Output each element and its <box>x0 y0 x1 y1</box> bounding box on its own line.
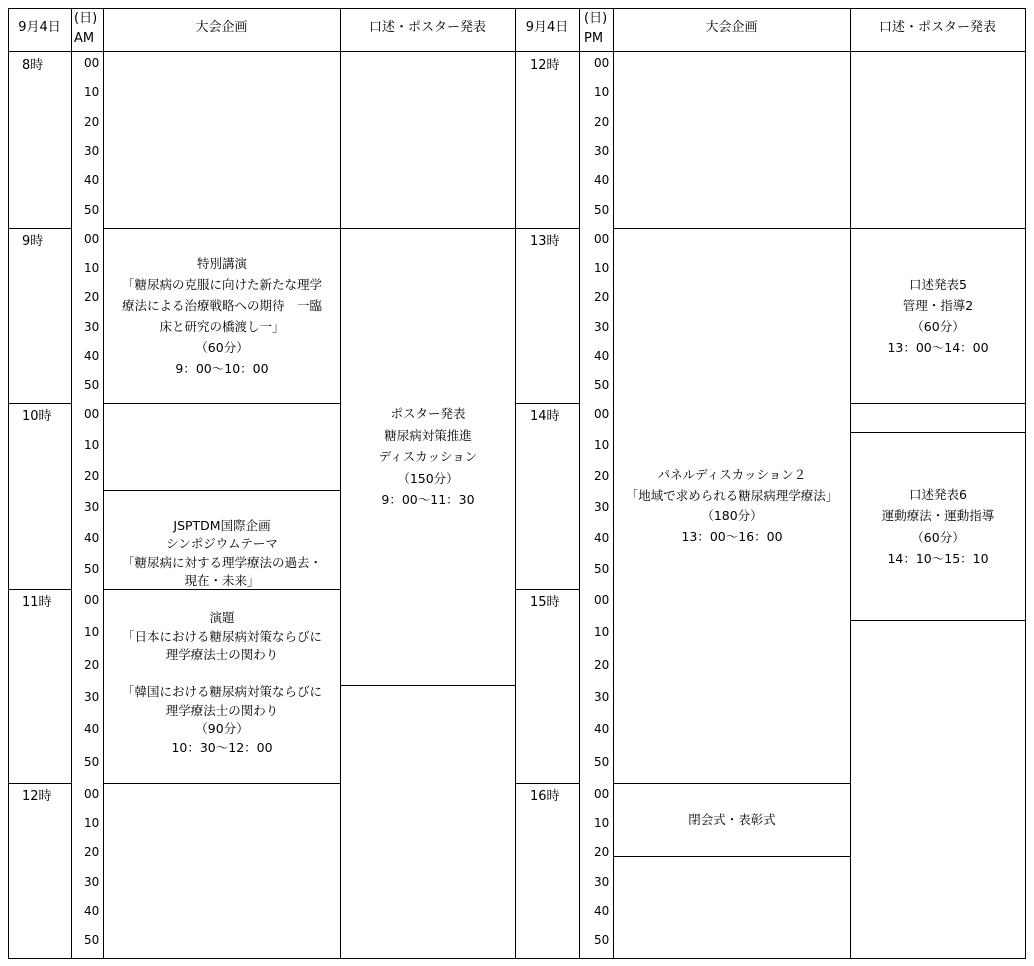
pm-minute-label: 40 <box>594 722 610 736</box>
header-plan-am: 大会企画 <box>195 20 248 35</box>
special-lecture-block-line: （60分） <box>195 340 249 355</box>
column-divider <box>515 8 516 959</box>
pm-minute-label: 10 <box>594 816 610 830</box>
pm-minute-label: 40 <box>594 349 610 363</box>
am-minute-label: 30 <box>84 320 100 334</box>
international-symposium-block-line <box>220 591 224 610</box>
am-minute-label: 00 <box>84 407 100 421</box>
oral-presentation-5-block-line: 13：00～14：00 <box>887 340 989 355</box>
pm-minute-label: 10 <box>594 625 610 639</box>
table-border-top <box>8 8 1026 9</box>
pm-hour-label: 15時 <box>530 595 560 610</box>
pm-minute-label: 10 <box>594 85 610 99</box>
column-divider <box>8 8 9 959</box>
pm-minute-label: 20 <box>594 115 610 129</box>
pm-hour-label: 16時 <box>530 789 560 804</box>
international-symposium-block <box>104 491 340 783</box>
am-minute-label: 00 <box>84 56 100 70</box>
header-pm: PM <box>584 31 604 46</box>
plan-pm-divider <box>613 856 851 857</box>
pm-minute-label: 30 <box>594 690 610 704</box>
header-day-pm: (日) <box>584 11 608 26</box>
am-minute-label: 40 <box>84 531 100 545</box>
am-minute-label: 10 <box>84 261 100 275</box>
am-minute-label: 20 <box>84 115 100 129</box>
pm-hour-divider <box>515 589 580 590</box>
special-lecture-block <box>104 229 340 403</box>
am-hour-divider <box>8 403 72 404</box>
am-minute-label: 00 <box>84 593 100 607</box>
poster-session-block-line: ポスター発表 <box>390 406 466 422</box>
international-symposium-block-line: （90分） <box>195 721 249 737</box>
header-plan-pm: 大会企画 <box>705 20 758 35</box>
pm-minute-label: 40 <box>594 904 610 918</box>
poster-session-block-line: （150分） <box>397 470 459 486</box>
header-divider <box>8 51 1026 52</box>
international-symposium-block-line: 理学療法士の関わり <box>165 647 279 663</box>
column-divider <box>1025 8 1026 959</box>
international-symposium-block-line: 演題 <box>209 610 235 626</box>
am-minute-label: 10 <box>84 85 100 99</box>
am-minute-label: 30 <box>84 690 100 704</box>
international-symposium-block-line: 現在・未来」 <box>184 573 260 589</box>
international-symposium-block-line: 「日本における糖尿病対策ならびに <box>121 628 322 644</box>
am-minute-label: 20 <box>84 845 100 859</box>
pm-hour-divider <box>515 403 580 404</box>
am-hour-label: 12時 <box>22 789 52 804</box>
am-hour-divider <box>8 783 72 784</box>
pm-minute-label: 50 <box>594 203 610 217</box>
panel-discussion-block <box>614 229 850 783</box>
am-minute-label: 10 <box>84 625 100 639</box>
pm-hour-label: 12時 <box>530 58 560 73</box>
oral-presentation-5-block-line: （60分） <box>911 319 965 334</box>
header-date-pm: 9月4日 <box>525 20 569 35</box>
am-minute-label: 30 <box>84 500 100 514</box>
special-lecture-block-line: 床と研究の橋渡し一」 <box>159 319 285 334</box>
am-minute-label: 40 <box>84 722 100 736</box>
pm-minute-label: 00 <box>594 787 610 801</box>
oral-presentation-6-block-line: （60分） <box>911 529 965 545</box>
am-hour-label: 8時 <box>22 58 44 73</box>
am-minute-label: 40 <box>84 904 100 918</box>
pm-minute-label: 00 <box>594 593 610 607</box>
header-oral-pm: 口述・ポスター発表 <box>878 20 996 35</box>
pm-hour-divider <box>515 783 580 784</box>
oral-pm-divider <box>850 403 1026 404</box>
international-symposium-block-line <box>220 665 224 684</box>
poster-session-block-line: 糖尿病対策推進 <box>384 427 472 443</box>
column-divider <box>103 8 104 959</box>
am-minute-label: 50 <box>84 562 100 576</box>
pm-minute-label: 40 <box>594 173 610 187</box>
special-lecture-block-line: 特別講演 <box>196 256 247 271</box>
pm-minute-label: 50 <box>594 933 610 947</box>
pm-minute-label: 50 <box>594 378 610 392</box>
am-minute-label: 50 <box>84 378 100 392</box>
pm-minute-label: 00 <box>594 232 610 246</box>
international-symposium-block-line: 「糖尿病に対する理学療法の過去・ <box>121 554 322 570</box>
am-minute-label: 20 <box>84 658 100 672</box>
poster-session-block-line: 9：00～11：30 <box>381 492 475 508</box>
pm-hour-label: 14時 <box>530 409 560 424</box>
special-lecture-block-line: 療法による治療戦略への期待 一臨 <box>121 298 322 313</box>
pm-minute-label: 10 <box>594 438 610 452</box>
am-minute-label: 20 <box>84 290 100 304</box>
pm-minute-label: 30 <box>594 320 610 334</box>
pm-minute-label: 50 <box>594 562 610 576</box>
poster-session-block-line: ディスカッション <box>378 449 478 465</box>
panel-discussion-block-line: パネルディスカッション２ <box>657 467 807 482</box>
pm-minute-label: 20 <box>594 469 610 483</box>
pm-minute-label: 30 <box>594 500 610 514</box>
am-minute-label: 30 <box>84 875 100 889</box>
am-minute-label: 50 <box>84 933 100 947</box>
am-minute-label: 30 <box>84 144 100 158</box>
am-minute-label: 40 <box>84 173 100 187</box>
am-minute-label: 50 <box>84 203 100 217</box>
international-symposium-block-line: 理学療法士の関わり <box>165 702 279 718</box>
pm-hour-divider <box>515 228 580 229</box>
pm-minute-label: 20 <box>594 845 610 859</box>
am-minute-label: 00 <box>84 232 100 246</box>
header-date-am: 9月4日 <box>18 20 61 35</box>
pm-minute-label: 10 <box>594 261 610 275</box>
column-divider <box>71 8 72 959</box>
international-symposium-block-line: シンポジウムテーマ <box>166 536 278 552</box>
pm-minute-label: 40 <box>594 531 610 545</box>
oral-presentation-6-block-line: 運動療法・運動指導 <box>881 508 995 523</box>
am-hour-divider <box>8 228 72 229</box>
special-lecture-block-line: 「糖尿病の克服に向けた新たな理学 <box>121 277 322 292</box>
am-hour-label: 11時 <box>22 595 52 610</box>
pm-minute-label: 20 <box>594 290 610 304</box>
panel-discussion-block-line: 13：00～16：00 <box>681 528 783 544</box>
oral-pm-divider <box>850 620 1026 621</box>
oral-presentation-6-block-line: 口述発表6 <box>909 486 967 502</box>
am-minute-label: 20 <box>84 469 100 483</box>
header-am: AM <box>74 31 95 46</box>
closing-ceremony-block-line: 閉会式・表彰式 <box>688 811 776 827</box>
am-minute-label: 10 <box>84 816 100 830</box>
am-hour-divider <box>8 589 72 590</box>
international-symposium-block-line: JSPTDM国際企画 <box>173 517 271 533</box>
table-border-bottom <box>8 958 1026 959</box>
am-minute-label: 50 <box>84 755 100 769</box>
pm-minute-label: 00 <box>594 56 610 70</box>
international-symposium-block-line: 10：30～12：00 <box>171 739 273 755</box>
am-hour-label: 9時 <box>22 234 44 249</box>
pm-minute-label: 30 <box>594 875 610 889</box>
am-minute-label: 00 <box>84 787 100 801</box>
panel-discussion-block-line: （180分） <box>701 508 763 523</box>
pm-minute-label: 30 <box>594 144 610 158</box>
special-lecture-block-line: 9：00～10：00 <box>175 361 269 376</box>
am-hour-label: 10時 <box>22 409 52 424</box>
am-plan-hour-divider <box>103 403 341 404</box>
column-divider <box>579 8 580 959</box>
oral-am-divider <box>340 685 516 686</box>
pm-minute-label: 50 <box>594 755 610 769</box>
pm-hour-label: 13時 <box>530 234 560 249</box>
am-minute-label: 40 <box>84 349 100 363</box>
oral-presentation-6-block <box>851 433 1025 620</box>
header-oral-am: 口述・ポスター発表 <box>368 20 486 35</box>
oral-presentation-5-block <box>851 229 1025 403</box>
am-minute-label: 10 <box>84 438 100 452</box>
oral-presentation-5-block-line: 管理・指導2 <box>902 298 974 313</box>
oral-presentation-5-block-line: 口述発表5 <box>909 277 967 292</box>
panel-discussion-block-line: 「地域で求められる糖尿病理学療法」 <box>625 487 839 503</box>
am-plan-hour-divider <box>103 783 341 784</box>
header-day-am: (日) <box>74 11 98 26</box>
oral-presentation-6-block-line: 14：10～15：10 <box>887 551 989 566</box>
international-symposium-block-line: 「韓国における糖尿病対策ならびに <box>121 684 322 700</box>
pm-minute-label: 00 <box>594 407 610 421</box>
closing-ceremony-block <box>614 784 850 856</box>
poster-session-block <box>341 229 515 685</box>
pm-minute-label: 20 <box>594 658 610 672</box>
